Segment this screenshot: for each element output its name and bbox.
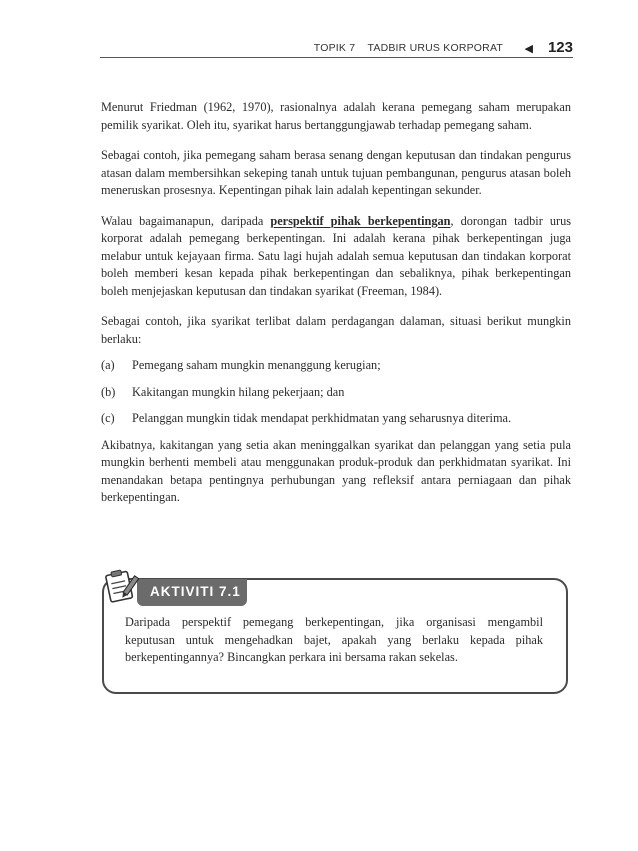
situation-list <box>101 357 571 428</box>
key-term: perspektif pihak berkepentingan <box>270 213 451 228</box>
paragraph-3-lead: Walau bagaimanapun, daripada <box>101 213 271 228</box>
activity-text: Daripada perspektif pemegang berkepentingan, jika organisasi mengambil keputusan untuk mengehadkan bajet, apakah yang berlaku kepada pihak berkepentingannya? Bincangkan perkara ini bersama rakan sekelas. <box>125 615 543 664</box>
header-divider <box>100 57 573 58</box>
activity-title-tab <box>137 579 247 606</box>
list-item <box>101 410 571 428</box>
paragraph-5: Akibatnya, kakitangan yang setia akan meninggalkan syarikat dan pelanggan yang setia pula mungkin berhenti membeli atau menggunakan produk-produk dan perkhidmatan syarikat. Ini menandakan betapa pentingnya perhubungan yang refleksif antara perniagaan dan pihak berkepentingan. <box>101 437 571 504</box>
list-item <box>101 357 571 375</box>
list-item-text: Kakitangan mungkin hilang pekerjaan; dan <box>132 384 345 399</box>
list-item-text: Pelanggan mungkin tidak mendapat perkhidmatan yang seharusnya diterima. <box>132 411 512 425</box>
paragraph-3-rest: , dorongan tadbir urus korporat adalah pemegang berkepentingan. Ini adalah kerana pihak berkepentingan juga melabur untuk kejayaan firma. Satu lagi hujah adalah semua keputusan dan tindakan korporat boleh memberi kesan kepada pihak berkepentingan dan sebaliknya, pihak berkepentingan boleh menjejaskan keputusan dan tindakan syarikat (Freeman, 1984). <box>101 213 572 298</box>
paragraph-4: Sebagai contoh, jika syarikat terlibat dalam perdagangan dalaman, situasi berikut mungkin berlaku: <box>101 314 571 346</box>
list-item <box>101 384 571 402</box>
page-number: 123 <box>547 39 573 56</box>
arrow-left-icon: ◀ <box>524 42 533 55</box>
list-item-text: Pemegang saham mungkin menanggung kerugian; <box>132 358 381 372</box>
paragraph-3 <box>101 213 571 301</box>
topic-title: TOPIK 7 TADBIR URUS KORPORAT <box>313 42 503 54</box>
list-item-label: (b) <box>101 384 116 399</box>
checklist-pencil-icon <box>101 567 139 605</box>
list-item-label: (c) <box>101 411 115 425</box>
paragraph-2: Sebagai contoh, jika pemegang saham berasa senang dengan keputusan dan tindakan pengurus atasan dalam membersihkan sekeping tanah untuk tujuan pembangunan, pengurus atasan boleh meneruskan prosesnya. Kepentingan pihak lain adalah kepentingan sekunder. <box>101 148 571 197</box>
page-header <box>100 40 573 58</box>
body-text <box>101 99 571 520</box>
list-item-label: (a) <box>101 358 115 372</box>
paragraph-1: Menurut Friedman (1962, 1970), rasionalnya adalah kerana pemegang saham merupakan pemilik syarikat. Oleh itu, syarikat harus bertanggungjawab terhadap pemegang saham. <box>101 100 571 132</box>
activity-title: AKTIVITI 7.1 <box>150 584 241 599</box>
